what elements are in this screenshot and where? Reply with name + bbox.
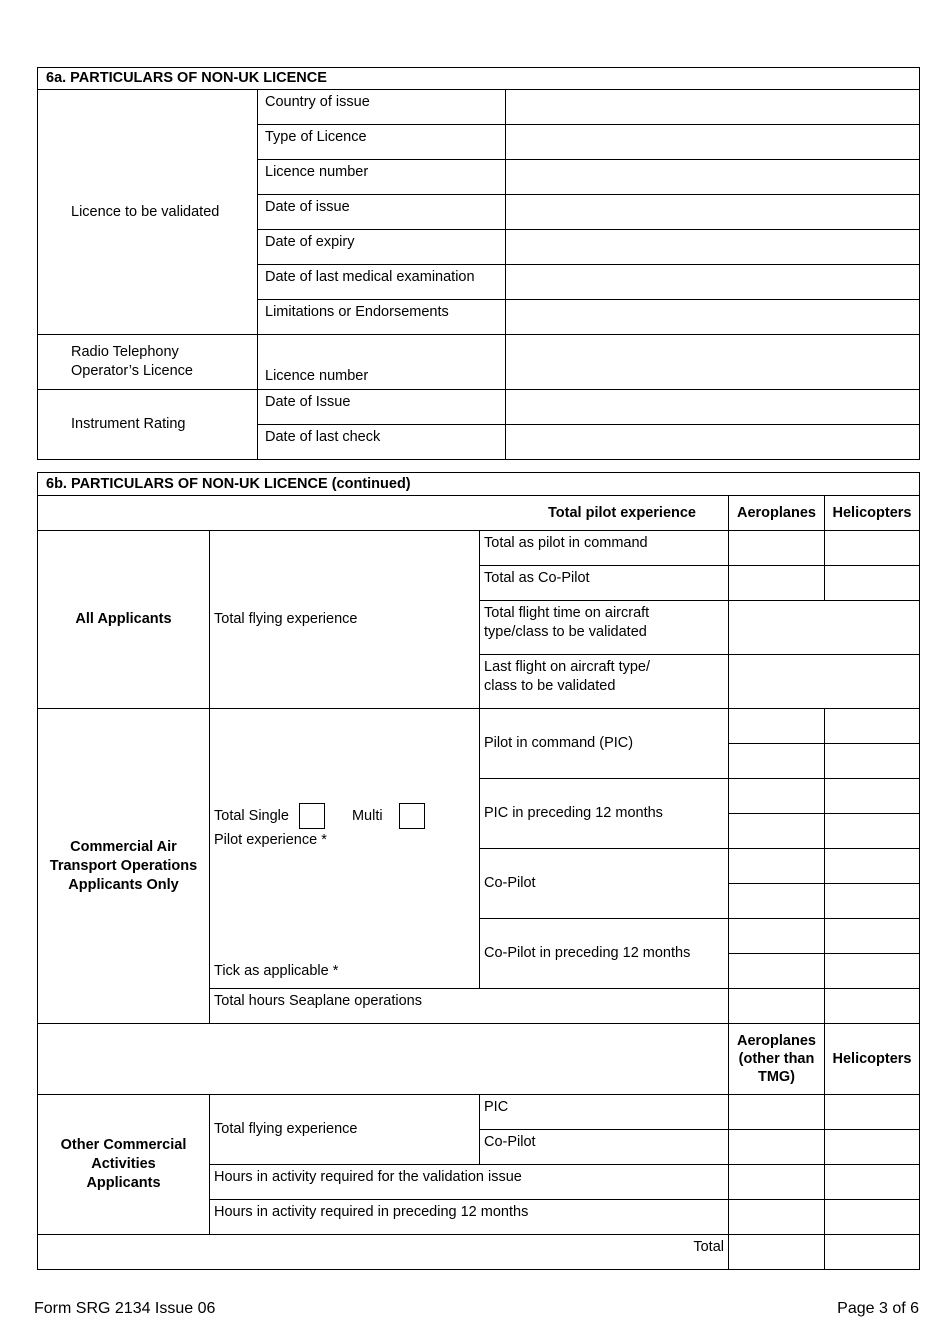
- cat-label-line2: Transport Operations: [49, 857, 198, 874]
- seaplane-label: Total hours Seaplane operations: [210, 989, 729, 1024]
- total-flight-time-label: [480, 601, 729, 655]
- field-input-date-issue[interactable]: [506, 195, 920, 230]
- licence-group-label: Licence to be validated: [38, 90, 258, 335]
- cat-label-line3: Applicants Only: [68, 876, 179, 893]
- field-input-ir-date-issue[interactable]: [506, 390, 920, 425]
- copilot-12-label: Co-Pilot in preceding 12 months: [480, 919, 729, 989]
- input-last-flight[interactable]: [729, 655, 920, 709]
- all-applicants-label: All Applicants: [38, 531, 210, 709]
- total-pilot-experience-header: Total pilot experience: [38, 496, 729, 531]
- input-pic12-helicopters-2[interactable]: [825, 814, 920, 849]
- section-6b-title: 6b. PARTICULARS OF NON-UK LICENCE (continued): [38, 473, 920, 496]
- field-label-licence-number: Licence number: [258, 160, 506, 195]
- input-copilot12-aeroplanes-2[interactable]: [729, 954, 825, 989]
- section-6a-table: [37, 67, 920, 460]
- input-oca-copilot-aeroplanes[interactable]: [729, 1130, 825, 1165]
- total-copilot-label: Total as Co-Pilot: [480, 566, 729, 601]
- radio-label-line1: Radio Telephony: [71, 344, 179, 360]
- oca-label-line2: Activities: [91, 1156, 156, 1172]
- multi-label: Multi: [351, 807, 383, 824]
- last-flight-line1: Last flight on aircraft type/: [484, 659, 651, 675]
- field-label-date-expiry: Date of expiry: [258, 230, 506, 265]
- tick-as-applicable-label: Tick as applicable *: [214, 963, 339, 979]
- input-pic12-aeroplanes-2[interactable]: [729, 814, 825, 849]
- input-hours12-helicopters[interactable]: [825, 1200, 920, 1235]
- total-flight-time-line1: Total flight time on aircraft: [484, 605, 650, 621]
- input-total-copilot-aeroplanes[interactable]: [729, 566, 825, 601]
- col-header-helicopters: Helicopters: [825, 496, 920, 531]
- oca-pic-label: PIC: [480, 1095, 729, 1130]
- field-label-radio-licence-number: Licence number: [258, 335, 506, 390]
- input-copilot12-aeroplanes-1[interactable]: [729, 919, 825, 954]
- input-total-aeroplanes[interactable]: [729, 1235, 825, 1270]
- input-pic12-helicopters-1[interactable]: [825, 779, 920, 814]
- pic-label: Pilot in command (PIC): [480, 709, 729, 779]
- cat-applicants-label: [38, 709, 210, 1024]
- radio-group-label: [38, 335, 258, 390]
- col2-header-helicopters: Helicopters: [825, 1024, 920, 1095]
- col2-aeroplanes-line3: TMG): [757, 1069, 796, 1085]
- oca-label-line1: Other Commercial: [60, 1137, 187, 1153]
- cat-label-line1: Commercial Air: [70, 838, 177, 855]
- multi-pilot-checkbox[interactable]: [399, 803, 425, 829]
- field-input-type[interactable]: [506, 125, 920, 160]
- field-label-type: Type of Licence: [258, 125, 506, 160]
- field-label-date-issue: Date of issue: [258, 195, 506, 230]
- input-copilot12-helicopters-1[interactable]: [825, 919, 920, 954]
- blank-header-cell: [38, 1024, 729, 1095]
- input-total-pic-aeroplanes[interactable]: [729, 531, 825, 566]
- input-seaplane-helicopters[interactable]: [825, 989, 920, 1024]
- field-input-radio-licence-number[interactable]: [506, 335, 920, 390]
- input-pic-helicopters-1[interactable]: [825, 709, 920, 744]
- input-oca-pic-aeroplanes[interactable]: [729, 1095, 825, 1130]
- single-pilot-checkbox[interactable]: [299, 803, 325, 829]
- input-seaplane-aeroplanes[interactable]: [729, 989, 825, 1024]
- field-input-licence-number[interactable]: [506, 160, 920, 195]
- last-flight-label: [480, 655, 729, 709]
- input-copilot-helicopters-1[interactable]: [825, 849, 920, 884]
- hours-12-label: Hours in activity required in preceding 12 months: [210, 1200, 729, 1235]
- section-6a-title: 6a. PARTICULARS OF NON-UK LICENCE: [38, 68, 920, 90]
- last-flight-line2: class to be validated: [484, 678, 616, 694]
- total-flight-time-line2: type/class to be validated: [484, 624, 647, 640]
- col-header-aeroplanes: Aeroplanes: [729, 496, 825, 531]
- field-input-ir-last-check[interactable]: [506, 425, 920, 460]
- col2-aeroplanes-line2: (other than: [738, 1051, 815, 1067]
- oca-label-line3: Applicants: [86, 1175, 161, 1191]
- oca-applicants-label: [38, 1095, 210, 1235]
- form-id: Form SRG 2134 Issue 06: [34, 1300, 216, 1317]
- field-label-country: Country of issue: [258, 90, 506, 125]
- col2-aeroplanes-line1: Aeroplanes: [737, 1033, 816, 1049]
- oca-total-flying-label: Total flying experience: [210, 1095, 480, 1165]
- input-copilot-aeroplanes-2[interactable]: [729, 884, 825, 919]
- input-oca-pic-helicopters[interactable]: [825, 1095, 920, 1130]
- input-pic-aeroplanes-1[interactable]: [729, 709, 825, 744]
- page-number: Page 3 of 6: [837, 1300, 919, 1317]
- field-label-limitations: Limitations or Endorsements: [258, 300, 506, 335]
- input-total-flight-time[interactable]: [729, 601, 920, 655]
- input-hours-validation-aeroplanes[interactable]: [729, 1165, 825, 1200]
- input-total-copilot-helicopters[interactable]: [825, 566, 920, 601]
- input-total-pic-helicopters[interactable]: [825, 531, 920, 566]
- total-pic-label: Total as pilot in command: [480, 531, 729, 566]
- radio-label-line2: Operator’s Licence: [71, 363, 193, 379]
- total-label: Total: [38, 1235, 729, 1270]
- field-label-ir-last-check: Date of last check: [258, 425, 506, 460]
- col2-header-aeroplanes: [729, 1024, 825, 1095]
- input-total-helicopters[interactable]: [825, 1235, 920, 1270]
- field-input-limitations[interactable]: [506, 300, 920, 335]
- input-oca-copilot-helicopters[interactable]: [825, 1130, 920, 1165]
- ir-group-label: Instrument Rating: [38, 390, 258, 460]
- section-6b-table: [37, 472, 920, 1270]
- field-input-date-expiry[interactable]: [506, 230, 920, 265]
- input-pic-helicopters-2[interactable]: [825, 744, 920, 779]
- pic-12-label: PIC in preceding 12 months: [480, 779, 729, 849]
- total-flying-experience-label: Total flying experience: [210, 531, 480, 709]
- field-input-medical[interactable]: [506, 265, 920, 300]
- field-label-ir-date-issue: Date of Issue: [258, 390, 506, 425]
- input-hours12-aeroplanes[interactable]: [729, 1200, 825, 1235]
- hours-validation-label: Hours in activity required for the validation issue: [210, 1165, 729, 1200]
- pilot-experience-label: Pilot experience *: [214, 832, 327, 848]
- oca-copilot-label: Co-Pilot: [480, 1130, 729, 1165]
- total-single-multi-cell: [210, 709, 480, 989]
- input-copilot-helicopters-2[interactable]: [825, 884, 920, 919]
- input-pic-aeroplanes-2[interactable]: [729, 744, 825, 779]
- input-copilot12-helicopters-2[interactable]: [825, 954, 920, 989]
- input-hours-validation-helicopters[interactable]: [825, 1165, 920, 1200]
- copilot-label: Co-Pilot: [480, 849, 729, 919]
- field-input-country[interactable]: [506, 90, 920, 125]
- field-label-medical: Date of last medical examination: [258, 265, 506, 300]
- input-pic12-aeroplanes-1[interactable]: [729, 779, 825, 814]
- input-copilot-aeroplanes-1[interactable]: [729, 849, 825, 884]
- total-single-label: Total Single: [214, 807, 289, 824]
